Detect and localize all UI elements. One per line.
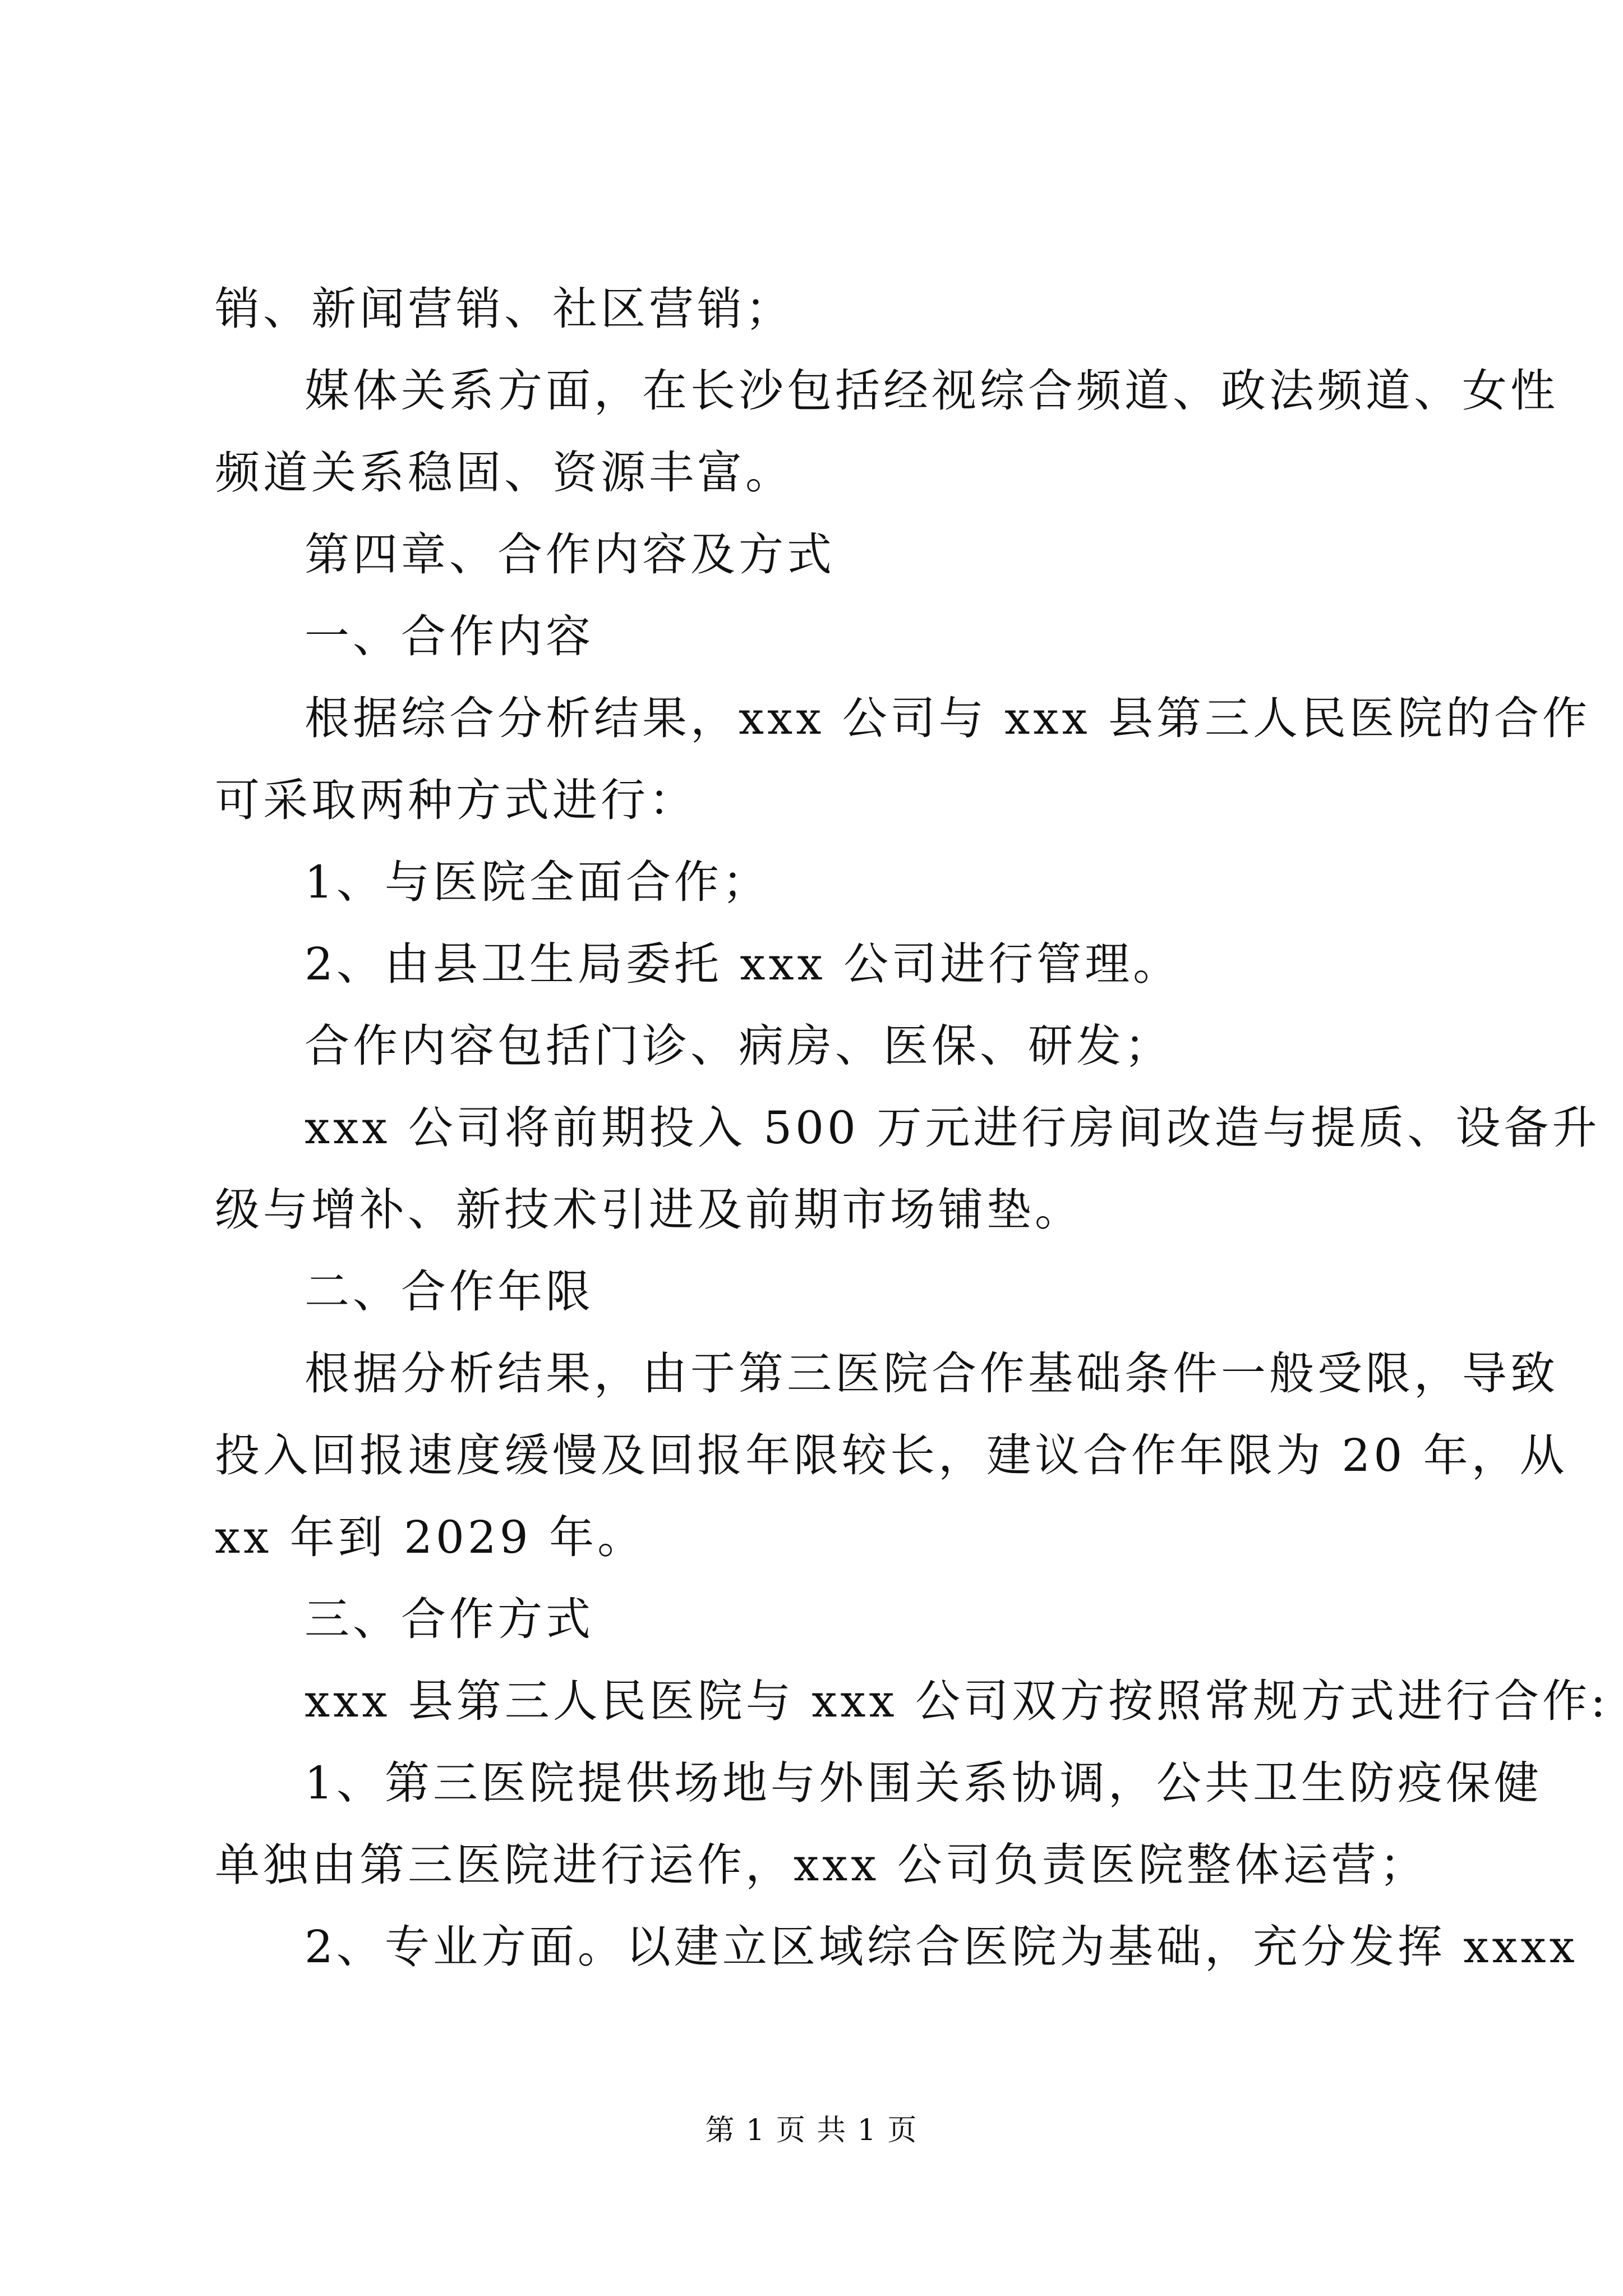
paragraph-line: 投入回报速度缓慢及回报年限较长，建议合作年限为 20 年，从 xyxy=(215,1429,1568,1481)
paragraph-line: 销、新闻营销、社区营销； xyxy=(215,283,794,335)
document-body xyxy=(215,268,1609,1988)
paragraph-line: 根据分析结果，由于第三医院合作基础条件一般受限，导致 xyxy=(305,1347,1559,1400)
paragraph-line: xxx 公司将前期投入 500 万元进行房间改造与提质、设备升 xyxy=(305,1102,1601,1154)
paragraph-line: 根据综合分析结果，xxx 公司与 xxx 县第三人民医院的合作 xyxy=(305,692,1590,744)
list-item: 1、与医院全面合作； xyxy=(305,856,771,908)
paragraph-line: xxx 县第三人民医院与 xxx 公司双方按照常规方式进行合作: xyxy=(305,1675,1609,1727)
paragraph-line: 单独由第三医院进行运作，xxx 公司负责医院整体运营； xyxy=(215,1839,1428,1891)
paragraph-line: xx 年到 2029 年。 xyxy=(215,1511,646,1563)
paragraph-line: 频道关系稳固、资源丰富。 xyxy=(215,447,794,499)
chapter-heading: 第四章、合作内容及方式 xyxy=(305,528,835,581)
list-item: 2、由县卫生局委托 xxx 公司进行管理。 xyxy=(305,938,1182,990)
list-item: 2、专业方面。以建立区域综合医院为基础，充分发挥 xxxx xyxy=(305,1921,1578,1973)
section-heading: 二、合作年限 xyxy=(305,1266,594,1318)
list-item: 1、第三医院提供场地与外围关系协调，公共卫生防疫保健 xyxy=(305,1757,1542,1809)
paragraph-line: 媒体关系方面，在长沙包括经视综合频道、政法频道、女性 xyxy=(305,365,1559,417)
page-number-footer: 第 1 页 共 1 页 xyxy=(705,2114,918,2147)
paragraph-line: 级与增补、新技术引进及前期市场铺垫。 xyxy=(215,1184,1083,1236)
paragraph-line: 合作内容包括门诊、病房、医保、研发； xyxy=(305,1020,1173,1072)
paragraph-line: 可采取两种方式进行： xyxy=(215,774,697,826)
section-heading: 一、合作内容 xyxy=(305,610,594,662)
section-heading: 三、合作方式 xyxy=(305,1593,594,1645)
